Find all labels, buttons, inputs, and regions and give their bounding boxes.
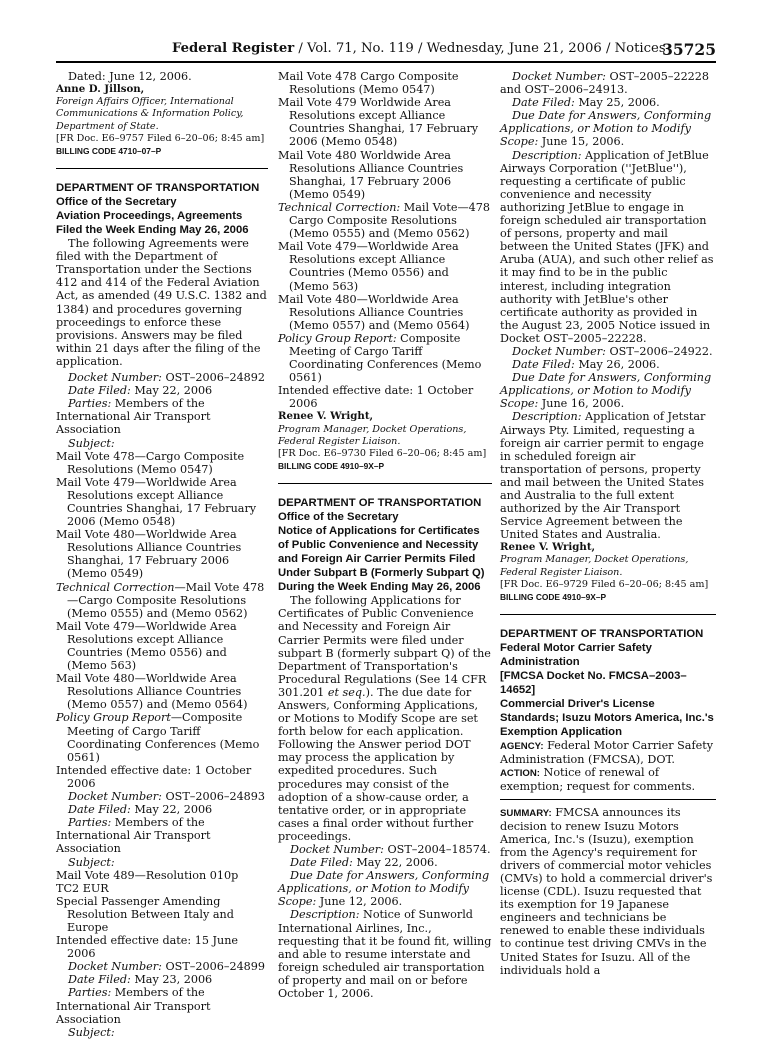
- subject-label: Subject:: [68, 855, 115, 869]
- signer-title: Program Manager, Docket Operations, Federal Register Liaison.: [278, 423, 467, 447]
- list-item: Mail Vote 478—Cargo Composite Resolutions (Memo 0547): [56, 449, 245, 476]
- section-rule: [500, 614, 716, 615]
- list-item: Mail Vote 479—Worldwide Area Resolutions except Alliance Countries (Memo 0556) and (Memo 563): [56, 619, 237, 673]
- list-item: TC2 EUR: [56, 881, 109, 895]
- office-heading: Office of the Secretary: [56, 196, 177, 209]
- date-filed-line: Date Filed: May 22, 2006: [68, 384, 213, 398]
- list-item: Mail Vote 478 Cargo Composite Resolutions (Memo 0547): [278, 70, 459, 97]
- notice-title: Notice of Applications for Certificates of Public Convenience and Necessity and Foreign Air Carrier Permits Filed Under Subpart B (Formerly Subpart Q) During the Week Ending May 26, 2006: [278, 525, 485, 594]
- section-rule: [278, 483, 492, 484]
- sub-agency-heading: Federal Motor Carrier Safety Administration: [500, 642, 652, 669]
- list-item: Technical Correction—Mail Vote 478—Cargo Composite Resolutions (Memo 0555) and (Memo 0562): [56, 580, 265, 620]
- billing-code: BILLING CODE 4910–9X–P: [500, 592, 607, 603]
- docket-number-line: Docket Number: OST–2006–24899: [68, 960, 266, 974]
- intro-paragraph: The following Applications for Certificates of Public Convenience and Necessity and Foreign Air Carrier Permits were filed under subpart B (formerly subpart Q) of the Department of Transportation's Procedural Regulations (See 14 CFR 301.201 et seq.). The due date for Answers, Conforming Applications, or Motions to Modify Scope are set forth below for each application. Following the Answer period DOT may process the application by expedited procedures. Such procedures may consist of the adoption of a show-cause order, a tentative order, or in appropriate cases a final order without further proceedings.: [278, 594, 491, 843]
- date-filed-line: Date Filed: May 25, 2006.: [512, 96, 660, 110]
- subject-label: Subject:: [68, 436, 115, 450]
- list-item: Mail Vote 480—Worldwide Area Resolutions Alliance Countries (Memo 0557) and (Memo 0564): [278, 292, 470, 332]
- docket-number-line: Docket Number: OST–2006–24892: [68, 371, 266, 385]
- summary-rule: [500, 799, 716, 800]
- parties-line: Parties: Members of the International Air Transport Association: [56, 397, 211, 437]
- parties-line: Parties: Members of the International Air Transport Association: [56, 816, 211, 856]
- docket-number-line: Docket Number: OST–2004–18574.: [290, 843, 491, 857]
- effective-date: Intended effective date: 1 October 2006: [278, 384, 474, 411]
- agency-heading: DEPARTMENT OF TRANSPORTATION: [500, 628, 704, 641]
- date-filed-line: Date Filed: May 23, 2006: [68, 973, 213, 987]
- fr-doc-line: [FR Doc. E6–9757 Filed 6–20–06; 8:45 am]: [56, 132, 265, 144]
- docket-heading: [FMCSA Docket No. FMCSA–2003–14652]: [500, 670, 687, 697]
- agency-heading: DEPARTMENT OF TRANSPORTATION: [278, 497, 482, 510]
- fr-doc-line: [FR Doc. E6–9729 Filed 6–20–06; 8:45 am]: [500, 578, 709, 590]
- effective-date: Intended effective date: 15 June 2006: [56, 934, 239, 961]
- due-date-line: Due Date for Answers, Conforming Applications, or Motion to Modify Scope: June 12, 2006.: [278, 869, 490, 909]
- subject-label: Subject:: [68, 1025, 115, 1039]
- column-3: [500, 70, 716, 1020]
- header-rule: [56, 61, 716, 63]
- date-filed-line: Date Filed: May 26, 2006.: [512, 358, 660, 372]
- dated-line: Dated: June 12, 2006.: [68, 70, 192, 83]
- list-item: Policy Group Report—Composite Meeting of Cargo Tariff Coordinating Conferences (Memo 0561): [56, 711, 260, 764]
- fr-doc-line: [FR Doc. E6–9730 Filed 6–20–06; 8:45 am]: [278, 447, 487, 459]
- running-header: [56, 40, 716, 62]
- description-paragraph: Description: Notice of Sunworld International Airlines, Inc., requesting that it be found fit, willing and able to resume interstate and foreign scheduled air transportation of property and mail on or before October 1, 2006.: [278, 908, 492, 1001]
- agency-heading: DEPARTMENT OF TRANSPORTATION: [56, 182, 260, 195]
- docket-number-line: Docket Number: OST–2006–24893: [68, 790, 266, 804]
- docket-number-line: Docket Number: OST–2006–24922.: [512, 344, 713, 358]
- page-number: 35725: [662, 40, 716, 59]
- section-rule: [56, 168, 268, 169]
- list-item: Mail Vote 489—Resolution 010p: [56, 868, 239, 882]
- list-item: Mail Vote 479—Worldwide Area Resolutions except Alliance Countries Shanghai, 17 February 2006 (Memo 0548): [56, 475, 257, 529]
- docket-number-line: Docket Number: OST–2005–22228 and OST–2006–24913.: [500, 70, 710, 97]
- list-item: Mail Vote 479 Worldwide Area Resolutions except Alliance Countries Shanghai, 17 February 2006 (Memo 0548): [278, 96, 479, 149]
- column-2: [278, 70, 492, 1020]
- issue-details: Vol. 71, No. 119 / Wednesday, June 21, 2006 / Notices: [307, 41, 666, 56]
- list-item: Mail Vote 479—Worldwide Area Resolutions except Alliance Countries (Memo 0556) and (Memo 563): [278, 240, 459, 293]
- list-item: Mail Vote 480 Worldwide Area Resolutions Alliance Countries Shanghai, 17 February 2006 (Memo 0549): [278, 148, 464, 201]
- due-date-line: Due Date for Answers, Conforming Applications, or Motion to Modify Scope: June 16, 2006.: [500, 371, 712, 411]
- signer-title: Foreign Affairs Officer, International Communications & Information Policy, Department of State.: [56, 96, 244, 132]
- billing-code: BILLING CODE 4710–07–P: [56, 146, 162, 156]
- list-item: Special Passenger Amending Resolution Between Italy and Europe: [56, 894, 234, 934]
- effective-date: Intended effective date: 1 October 2006: [56, 763, 252, 790]
- header-citation: Federal Register / Vol. 71, No. 119 / Wednesday, June 21, 2006 / Notices: [172, 41, 666, 56]
- parties-line: Parties: Members of the International Air Transport Association: [56, 986, 211, 1026]
- list-item: Policy Group Report: Composite Meeting of Cargo Tariff Coordinating Conferences (Memo 0561): [278, 331, 482, 385]
- action-line: ACTION: Notice of renewal of exemption; request for comments.: [500, 766, 696, 794]
- office-heading: Office of the Secretary: [278, 511, 399, 524]
- list-item: Technical Correction: Mail Vote—478 Cargo Composite Resolutions (Memo 0555) and (Memo 0562): [278, 200, 491, 241]
- notice-title: Aviation Proceedings, Agreements Filed the Week Ending May 26, 2006: [56, 210, 249, 237]
- summary-paragraph: SUMMARY: FMCSA announces its decision to renew Isuzu Motors America, Inc.'s (Isuzu), exemption from the Agency's requirement for drivers of commercial motor vehicles (CMVs) to hold a commercial driver's license (CDL). Isuzu requested that its exemption for 19 Japanese engineers and technicians be renewed to enable these individuals to continue test driving CMVs in the United States for Isuzu. All of the individuals hold a: [500, 805, 713, 977]
- date-filed-line: Date Filed: May 22, 2006.: [290, 856, 438, 870]
- agency-line: AGENCY: Federal Motor Carrier Safety Administration (FMCSA), DOT.: [500, 739, 714, 767]
- description-paragraph: Description: Application of JetBlue Airways Corporation (''JetBlue''), requesting a certificate of public convenience and necessity authorizing JetBlue to engage in foreign scheduled air transportation of persons, property and mail between the United States (JFK) and Aruba (AUA), and such other relief as it may find to be in the public interest, including integration authority with JetBlue's other certificate authority as provided in the August 23, 2005 Notice issued in Docket OST–2005–22228.: [500, 148, 714, 345]
- list-item: Mail Vote 480—Worldwide Area Resolutions Alliance Countries Shanghai, 17 February 2006 (Memo 0549): [56, 528, 242, 581]
- journal-name: Federal Register: [172, 41, 295, 56]
- list-item: Mail Vote 480—Worldwide Area Resolutions Alliance Countries (Memo 0557) and (Memo 0564): [56, 672, 248, 712]
- signer-title: Program Manager, Docket Operations, Federal Register Liaison.: [500, 554, 689, 578]
- description-paragraph: Description: Application of Jetstar Airways Pty. Limited, requesting a foreign air carrier permit to engage in scheduled foreign air transportation of persons, property and mail between the United States and Australia to the full extent authorized by the Air Transport Service Agreement between the United States and Australia.: [500, 410, 706, 542]
- column-1: [56, 70, 268, 1039]
- notice-title: Commercial Driver's License Standards; Isuzu Motors America, Inc.'s Exemption Application: [500, 698, 714, 739]
- signer-name: Renee V. Wright,: [500, 541, 596, 554]
- signer-name: Renee V. Wright,: [278, 410, 374, 423]
- billing-code: BILLING CODE 4910–9X–P: [278, 461, 385, 472]
- signer-name: Anne D. Jillson,: [56, 83, 145, 96]
- intro-paragraph: The following Agreements were filed with the Department of Transportation under the Sections 412 and 414 of the Federal Aviation Act, as amended (49 U.S.C. 1382 and 1384) and procedures governing proceedings to enforce these provisions. Answers may be filed within 21 days after the filing of the application.: [56, 237, 267, 368]
- due-date-line: Due Date for Answers, Conforming Applications, or Motion to Modify Scope: June 15, 2006.: [500, 109, 712, 149]
- date-filed-line: Date Filed: May 22, 2006: [68, 803, 213, 817]
